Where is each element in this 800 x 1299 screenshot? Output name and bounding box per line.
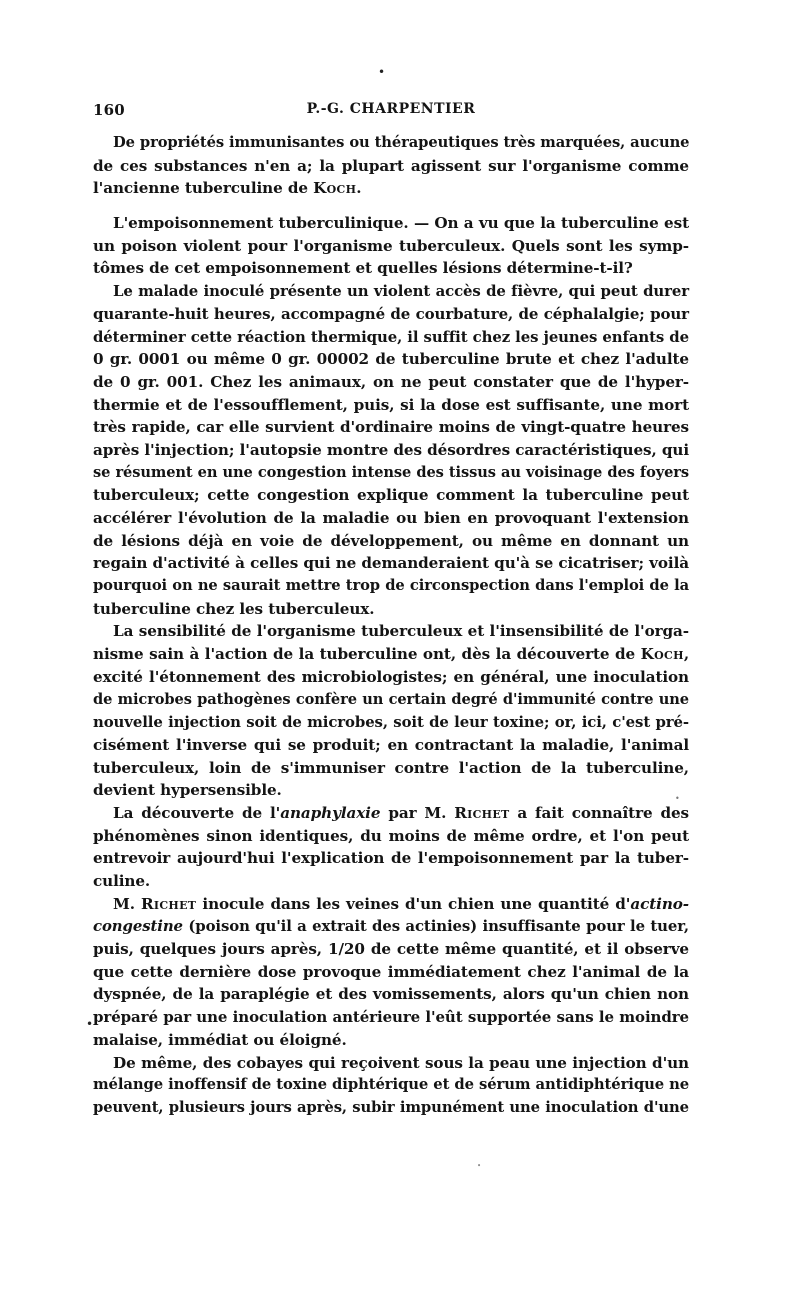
- text-run: De même, des cobayes qui reçoivent sous la peau une injection d'un: [113, 1053, 689, 1072]
- text-line: [93, 212, 689, 235]
- text-run: tuberculine chez les tuberculeux.: [93, 599, 375, 618]
- text-run: — On a vu que la tuberculine est: [408, 214, 689, 233]
- text-run: que cette dernière dose provoque immédiatement chez l'animal de la: [93, 962, 689, 981]
- text-run: De propriétés immunisantes ou thérapeutiques très marquées, aucune: [113, 134, 690, 151]
- text-run: Le malade inoculé présente un violent accès de fièvre, qui peut durer: [113, 282, 689, 301]
- text-line: [93, 938, 689, 961]
- text-run: tômes de cet empoisonnement et quelles lésions détermine-t-il?: [93, 259, 633, 278]
- text-line: [93, 575, 689, 598]
- text-run: malaise, immédiat ou éloigné.: [93, 1030, 347, 1049]
- text-run: quarante-huit heures, accompagné de courbature, de céphalalgie; pour: [93, 304, 689, 323]
- text-line: [93, 303, 689, 326]
- text-line: [93, 734, 689, 757]
- text-run: tuberculeux; cette congestion explique comment la tuberculine peut: [93, 486, 689, 505]
- text-run: a fait connaître des: [509, 803, 689, 822]
- text-line: [93, 915, 689, 938]
- text-run: excité l'étonnement des microbiologistes; en général, une inoculation: [93, 667, 689, 686]
- text-run: de ces substances n'en a; la plupart agissent sur l'organisme comme: [93, 156, 689, 175]
- text-line: [93, 666, 689, 689]
- text-line: [93, 394, 689, 417]
- author-name: Richet: [141, 894, 197, 913]
- text-line: [93, 530, 689, 553]
- text-run: .: [356, 179, 362, 198]
- italic-term: anaphylaxie: [280, 803, 381, 822]
- body-text: [93, 132, 689, 1120]
- text-run: de 0 gr. 001. Chez les animaux, on ne peut constater que de l'hyper-: [93, 372, 689, 391]
- text-line: [93, 1006, 689, 1029]
- text-line: [93, 371, 689, 394]
- text-run: l'ancienne tuberculine de: [93, 179, 314, 198]
- text-line: [93, 779, 689, 802]
- text-run: puis, quelques jours après, 1/20 de cette même quantité, et il observe: [93, 940, 689, 959]
- text-run: par M.: [380, 803, 455, 822]
- text-line: [93, 870, 689, 893]
- italic-term: congestine: [93, 917, 183, 936]
- text-run: inocule dans les veines d'un chien une quantité d': [196, 894, 631, 913]
- print-speck: •: [477, 1162, 482, 1170]
- text-run: nouvelle injection soit de microbes, soit de leur toxine; or, ici, c'est pré-: [93, 713, 689, 732]
- page-number: 160: [93, 101, 125, 119]
- text-run: (poison qu'il a extrait des actinies) insuffisante pour le tuer,: [182, 917, 689, 936]
- text-line: [93, 257, 689, 280]
- text-line: [93, 348, 689, 371]
- text-run: nisme sain à l'action de la tuberculine ont, dès la découverte de: [93, 645, 641, 664]
- text-line: [93, 1097, 689, 1120]
- text-run: pourquoi on ne saurait mettre trop de circonspection dans l'emploi de la: [93, 577, 689, 595]
- section-heading: L'empoisonnement tuberculinique.: [113, 214, 409, 233]
- text-line: [93, 961, 689, 984]
- text-line: [93, 711, 689, 734]
- text-line: [93, 462, 689, 485]
- text-run: déterminer cette réaction thermique, il suffit chez les jeunes enfants de: [93, 327, 689, 346]
- text-run: regain d'activité à celles qui ne demanderaient qu'à se cicatriser; voilà: [93, 554, 689, 573]
- print-speck: •: [86, 1017, 94, 1031]
- text-line: [93, 757, 689, 780]
- text-line: [93, 1029, 689, 1052]
- text-run: de microbes pathogènes confère un certain degré d'immunité contre une: [93, 690, 689, 708]
- text-run: de lésions déjà en voie de développement, ou même en donnant un: [93, 531, 689, 550]
- italic-term: actino-: [630, 894, 689, 913]
- text-run: La sensibilité de l'organisme tuberculeux et l'insensibilité de l'orga-: [113, 622, 689, 641]
- text-line: [93, 643, 689, 666]
- text-line: [93, 620, 689, 643]
- print-speck: •: [675, 794, 680, 803]
- text-run: M.: [113, 894, 141, 913]
- text-run: entrevoir aujourd'hui l'explication de l'empoisonnement par la tuber-: [93, 849, 689, 868]
- text-run: tuberculeux, loin de s'immuniser contre l'action de la tuberculine,: [93, 758, 689, 777]
- text-line: [93, 484, 689, 507]
- text-run: un poison violent pour l'organisme tuberculeux. Quels sont les symp-: [93, 236, 689, 255]
- text-line: [93, 235, 689, 258]
- text-run: thermie et de l'essoufflement, puis, si la dose est suffisante, une mort: [93, 395, 689, 414]
- author-name: Koch: [640, 645, 684, 664]
- text-run: très rapide, car elle survient d'ordinaire moins de vingt-quatre heures: [93, 418, 689, 437]
- text-run: préparé par une inoculation antérieure l'eût supportée sans le moindre: [93, 1008, 689, 1027]
- text-line: [93, 439, 689, 462]
- text-line: [93, 802, 689, 825]
- author-name: Koch: [313, 179, 357, 198]
- text-run: ,: [683, 645, 689, 664]
- text-line: [93, 689, 689, 712]
- text-run: La découverte de l': [113, 803, 281, 822]
- text-line: [93, 507, 689, 530]
- text-run: se résument en une congestion intense des tissus au voisinage des foyers: [93, 463, 689, 481]
- text-run: culine.: [93, 872, 151, 890]
- author-name: Richet: [454, 803, 510, 822]
- text-run: cisément l'inverse qui se produit; en contractant la maladie, l'animal: [93, 735, 689, 754]
- text-run: accélérer l'évolution de la maladie ou bien en provoquant l'extension: [93, 509, 689, 527]
- text-line: [93, 825, 689, 848]
- text-line: [93, 847, 689, 870]
- text-run: après l'injection; l'autopsie montre des désordres caractéristiques, qui: [93, 440, 689, 459]
- text-line: [93, 893, 689, 916]
- text-line: [93, 155, 689, 178]
- text-line: [93, 598, 689, 621]
- text-run: mélange inoffensif de toxine diphtérique et de sérum antidiphtérique ne: [93, 1076, 690, 1094]
- text-run: devient hypersensible.: [93, 781, 282, 800]
- text-line: [93, 552, 689, 575]
- text-run: 0 gr. 0001 ou même 0 gr. 00002 de tuberculine brute et chez l'adulte: [93, 350, 689, 369]
- text-line: [93, 1052, 689, 1075]
- text-line: [93, 983, 689, 1006]
- text-run: dyspnée, de la paraplégie et des vomissements, alors qu'un chien non: [93, 985, 689, 1004]
- running-head: P.-G. CHARPENTIER: [306, 101, 476, 117]
- text-line: [93, 416, 689, 439]
- text-line: [93, 326, 689, 349]
- text-line: [93, 280, 689, 303]
- text-run: phénomènes sinon identiques, du moins de même ordre, et l'on peut: [93, 826, 689, 845]
- text-line: [93, 132, 689, 155]
- print-speck: •: [378, 65, 386, 79]
- text-line: [93, 177, 689, 200]
- page-header: [93, 101, 689, 123]
- text-line: [93, 1074, 689, 1097]
- text-run: peuvent, plusieurs jours après, subir impunément une inoculation d'une: [93, 1098, 689, 1116]
